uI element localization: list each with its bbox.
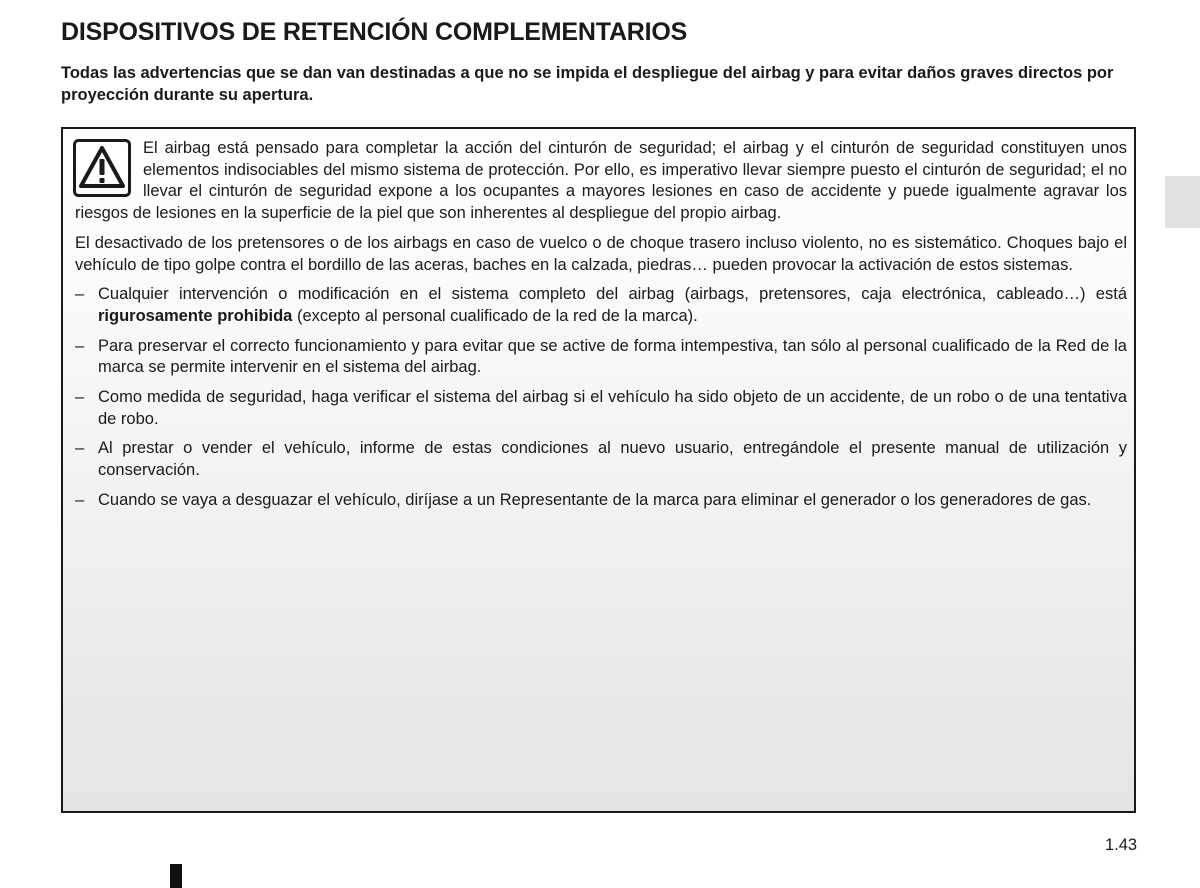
warning-box bbox=[61, 127, 1136, 813]
bullet-dash: – bbox=[75, 490, 85, 509]
bullet-dash: – bbox=[75, 439, 85, 458]
page-title: DISPOSITIVOS DE RETENCIÓN COMPLEMENTARIOS bbox=[61, 18, 688, 46]
list-item bbox=[75, 438, 1127, 481]
warning-triangle-icon bbox=[73, 139, 131, 197]
list-item bbox=[75, 490, 1127, 512]
warning-paragraph-2: El desactivado de los pretensores o de los airbags en caso de vuelco o de choque trasero incluso violento, no es sistemático. Choques bajo el vehículo de tipo golpe contra el bordillo de las aceras, baches en la calzada, piedras… pueden provocar la activación de estos sistemas. bbox=[75, 233, 1127, 274]
chapter-side-tab bbox=[1165, 176, 1200, 228]
bullet-text: Para preservar el correcto funcionamiento y para evitar que se active de forma intempestiva, tan sólo al personal cualificado de la Red de la marca se permite intervenir en el sistema del airbag. bbox=[98, 336, 1127, 377]
warning-paragraph-1: El airbag está pensado para completar la acción del cinturón de seguridad; el airbag y el cinturón de seguridad constituyen unos elementos indisociables del mismo sistema de protección. Por ello, es imperativo llevar siempre puesto el cinturón de seguridad; el no llevar el cinturón de seguridad expone a los ocupantes a mayores lesiones en caso de accidente y puede igualmente agravar los riesgos de lesiones en la superficie de la piel que son inherentes al despliegue del propio airbag. bbox=[75, 139, 1127, 223]
list-item bbox=[75, 284, 1127, 327]
bullet-text-end: (excepto al personal cualificado de la red de la marca). bbox=[296, 306, 698, 325]
bullet-text: Al prestar o vender el vehículo, informe de estas condiciones al nuevo usuario, entregándole el presente manual de utilización y conservación. bbox=[98, 439, 1127, 480]
bullet-text: Cuando se vaya a desguazar el vehículo, diríjase a un Representante de la marca para eliminar el generador o los generadores de gas. bbox=[98, 490, 1092, 509]
bullet-dash: – bbox=[75, 285, 85, 304]
bullet-text: Cualquier intervención o modificación en el sistema completo del airbag (airbags, pretensores, caja electrónica, cableado…) está bbox=[98, 285, 1127, 304]
print-crop-mark bbox=[170, 864, 182, 888]
bullet-dash: – bbox=[75, 388, 85, 407]
list-item bbox=[75, 336, 1127, 379]
page-number: 1.43 bbox=[1105, 836, 1138, 854]
intro-text: Todas las advertencias que se dan van destinadas a que no se impida el despliegue del airbag y para evitar daños graves directos por proyección durante su apertura. bbox=[61, 64, 1114, 104]
list-item bbox=[75, 387, 1127, 430]
bullet-dash: – bbox=[75, 336, 85, 355]
bullet-emphasis: rigurosamente prohibida bbox=[98, 306, 293, 325]
bullet-text: Como medida de seguridad, haga verificar el sistema del airbag si el vehículo ha sido objeto de un accidente, de un robo o de una tentativa de robo. bbox=[98, 388, 1127, 428]
warning-content bbox=[75, 138, 1127, 520]
